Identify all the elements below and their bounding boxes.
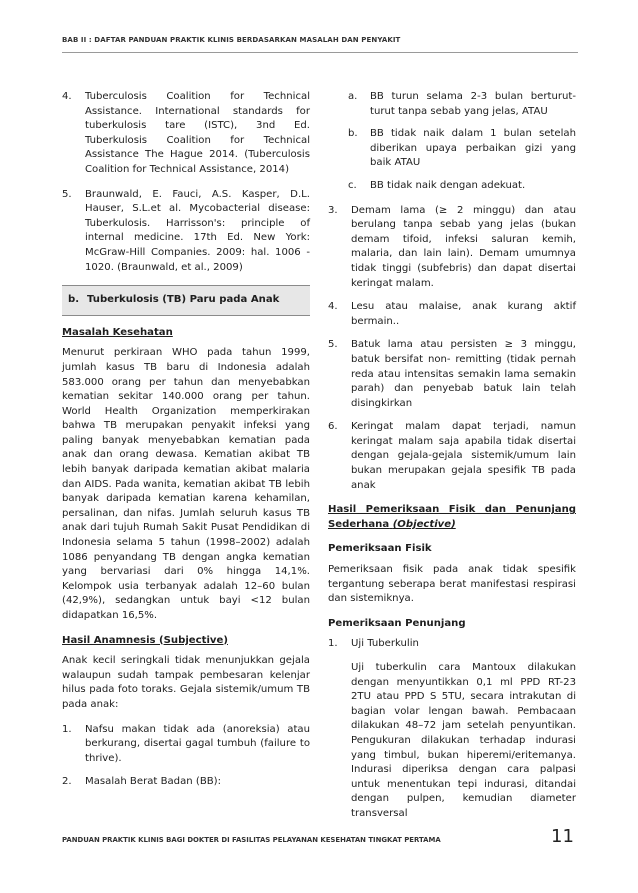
running-header: BAB II : DAFTAR PANDUAN PRAKTIK KLINIS BERDASARKAN MASALAH DAN PENYAKIT bbox=[62, 36, 401, 44]
hasil-heading bbox=[328, 503, 576, 532]
hasil-heading-main: Hasil Pemeriksaan Fisik dan Penunjang Sederhana bbox=[328, 504, 576, 530]
masalah-heading: Masalah Kesehatan bbox=[62, 326, 173, 338]
list-text: Keringat malam dapat terjadi, namun keringat malam saja apabila tidak disertai dengan gejala-gejala sistemik/umum lain bukan merupakan gejala spesifik TB pada anak bbox=[351, 421, 576, 491]
right-column bbox=[328, 90, 576, 822]
penunjang-heading: Pemeriksaan Penunjang bbox=[328, 617, 466, 629]
sub-list-letter: b. bbox=[348, 128, 358, 140]
reference-text: Tuberculosis Coalition for Technical Assistance. International standards for tuberkulosis tare (ISTC), 3nd Ed. Tuberkulosis Coalition for Technical Assistance The Hague 2014. (Tuberculosis Coalition for Technical Assistance, 2014) bbox=[85, 91, 310, 175]
header-rule bbox=[62, 52, 578, 53]
anamnesis-paragraph: Anak kecil seringkali tidak menunjukkan gejala walaupun sudah tampak pembesaran kelenjar hilus pada foto toraks. Gejala sistemik/umum TB pada anak: bbox=[62, 655, 310, 710]
list-text: Batuk lama atau persisten ≥ 3 minggu, batuk bersifat non- remitting (tidak pernah reda atau intensitas semakin lama semakin parah) dan penyebab batuk lain telah disingkirkan bbox=[351, 339, 576, 409]
list-item bbox=[62, 723, 310, 767]
list-number: 5. bbox=[328, 339, 338, 351]
list-number: 3. bbox=[328, 204, 338, 216]
list-number: 1. bbox=[62, 723, 72, 735]
list-text: Uji Tuberkulin bbox=[351, 638, 419, 650]
list-item bbox=[328, 204, 576, 292]
list-item bbox=[62, 775, 310, 790]
reference-item bbox=[62, 90, 310, 178]
sub-list-text: BB tidak naik dalam 1 bulan setelah diberikan upaya perbaikan gizi yang baik ATAU bbox=[370, 128, 576, 169]
list-item bbox=[328, 420, 576, 493]
list-item bbox=[328, 338, 576, 411]
sub-list-text: BB turun selama 2-3 bulan berturut-turut tanpa sebab yang jelas, ATAU bbox=[370, 91, 576, 117]
section-letter: b. bbox=[68, 294, 80, 306]
reference-number: 5. bbox=[62, 188, 72, 200]
sub-list-item bbox=[348, 90, 576, 119]
section-heading bbox=[62, 285, 310, 316]
sub-list-item bbox=[348, 127, 576, 171]
symptom-list bbox=[62, 723, 310, 790]
list-number: 1. bbox=[328, 638, 338, 650]
reference-number: 4. bbox=[62, 91, 72, 102]
list-text: Lesu atau malaise, anak kurang aktif bermain.. bbox=[351, 301, 576, 327]
left-column bbox=[62, 90, 310, 799]
sub-list-text: BB tidak naik dengan adekuat. bbox=[370, 179, 526, 191]
anamnesis-heading: Hasil Anamnesis (Subjective) bbox=[62, 634, 228, 646]
reference-text: Braunwald, E. Fauci, A.S. Kasper, D.L. Hauser, S.L.et al. Mycobacterial disease: Tuberkulosis. Harrisson's: principle of internal medicine. 17th Ed. New York: McGraw-Hill Companies. 2009: hal. 1006 - 1020. (Braunwald, et al., 2009) bbox=[85, 188, 310, 273]
reference-item bbox=[62, 188, 310, 276]
list-item bbox=[328, 300, 576, 329]
list-number: 4. bbox=[328, 301, 338, 313]
footer-title: PANDUAN PRAKTIK KLINIS BAGI DOKTER DI FASILITAS PELAYANAN KESEHATAN TINGKAT PERTAMA bbox=[62, 836, 441, 844]
page-number: 11 bbox=[551, 826, 574, 847]
list-number: 2. bbox=[62, 776, 72, 788]
list-text: Masalah Berat Badan (BB): bbox=[85, 776, 222, 788]
fisik-paragraph: Pemeriksaan fisik pada anak tidak spesifik tergantung seberapa berat manifestasi respirasi dan sistemiknya. bbox=[328, 564, 576, 605]
hasil-heading-objective: (Objective) bbox=[392, 518, 456, 530]
sub-list-item bbox=[348, 179, 576, 194]
list-text: Nafsu makan tidak ada (anoreksia) atau berkurang, disertai gagal tumbuh (failure to thrive). bbox=[85, 723, 310, 764]
section-title: Tuberkulosis (TB) Paru pada Anak bbox=[87, 294, 280, 306]
tuberkulin-paragraph: Uji tuberkulin cara Mantoux dilakukan dengan menyuntikkan 0,1 ml PPD RT-23 2TU atau PPD S 5TU, secara intrakutan di bagian volar lengan bawah. Pembacaan dilakukan 48–72 jam setelah penyuntikan. Pengukuran dilakukan terhadap indurasi yang timbul, bukan hiperemi/eritemanya. Indurasi diperiksa dengan cara palpasi untuk menentukan tepi indurasi, ditandai dengan pulpen, kemudian diameter transversal bbox=[351, 662, 576, 819]
sub-list-letter: a. bbox=[348, 91, 358, 102]
sub-list-letter: c. bbox=[348, 179, 357, 191]
masalah-paragraph: Menurut perkiraan WHO pada tahun 1999, jumlah kasus TB baru di Indonesia adalah 583.000 orang per tahun dan menyebabkan kematian sekitar 140.000 orang per tahun. World Health Organization memperkirakan bahwa TB merupakan penyakit infeksi yang paling banyak menyebabkan kematian pada anak dan orang dewasa. Kematian akibat TB lebih banyak daripada kematian akibat malaria dan AIDS. Pada wanita, kematian akibat TB lebih banyak daripada kematian karena kehamilan, persalinan, dan nifas. Jumlah seluruh kasus TB anak dari tujuh Rumah Sakit Pusat Pendidikan di Indonesia selama 5 tahun (1998–2002) adalah 1086 penyandang TB dengan angka kematian yang bervariasi dari 0% hingga 14,1%. Kelompok usia terbanyak adalah 12–60 bulan (42,9%), sedangkan untuk bayi <12 bulan didapatkan 16,5%. bbox=[62, 347, 310, 621]
list-item bbox=[328, 637, 576, 652]
fisik-heading: Pemeriksaan Fisik bbox=[328, 543, 432, 555]
list-number: 6. bbox=[328, 421, 338, 433]
list-text: Demam lama (≥ 2 minggu) dan atau berulang tanpa sebab yang jelas (bukan demam tifoid, infeksi saluran kemih, malaria, dan lain lain). Demam umumnya tidak tinggi (subfebris) dan dapat disertai keringat malam. bbox=[351, 204, 576, 289]
